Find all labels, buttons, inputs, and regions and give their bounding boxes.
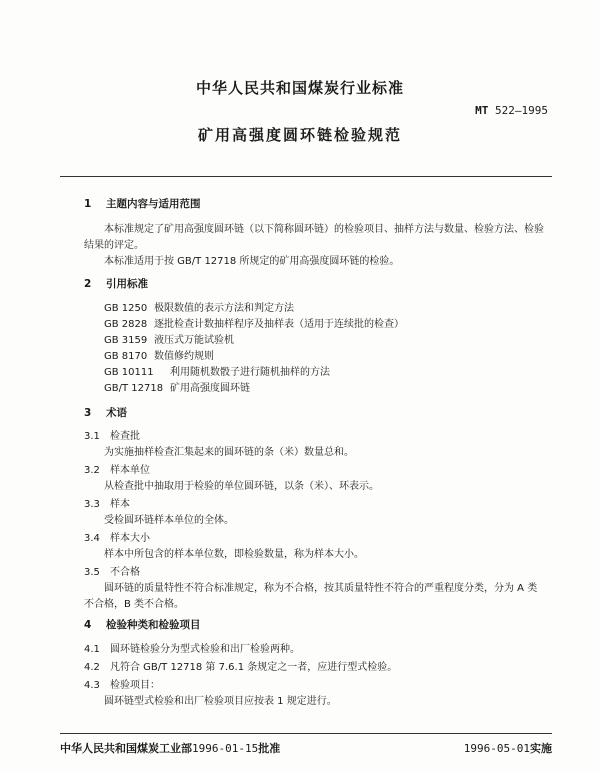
section-number: 1 — [84, 198, 92, 210]
term-heading — [84, 563, 140, 578]
term-number: 3.2 — [84, 465, 100, 476]
reference-code: GB 2828 — [104, 319, 148, 330]
clause-item — [84, 658, 397, 673]
reference-title: 极限数值的表示方法和判定方法 — [154, 303, 294, 314]
reference-item — [104, 315, 404, 330]
reference-title: 利用随机数骰子进行随机抽样的方法 — [170, 367, 330, 378]
clause-text: 圆环链检验分为型式检验和出厂检验两种。 — [110, 644, 300, 655]
term-heading — [84, 495, 130, 510]
approval-org: 中华人民共和国煤炭工业部 — [60, 742, 192, 755]
approval-date: 1996-01-15 — [192, 742, 259, 755]
term-definition: 为实施抽样检查汇集起来的圆环链的条（米）数量总和。 — [104, 447, 354, 458]
clause-number: 4.3 — [84, 680, 100, 691]
clause-4-3-body: 圆环链型式检验和出厂检验项目应按表 1 规定进行。 — [104, 696, 337, 707]
reference-code: GB 8170 — [104, 351, 148, 362]
term-number: 3.3 — [84, 499, 100, 510]
term-name: 样本单位 — [110, 465, 150, 476]
term-definition-continued: 不合格，B 类不合格。 — [84, 599, 185, 610]
clause-text: 检验项目： — [110, 680, 160, 691]
approval-line — [60, 740, 280, 756]
reference-item — [104, 299, 294, 314]
term-name: 样本 — [110, 499, 130, 510]
clause-item — [84, 640, 300, 655]
header-divider — [60, 176, 552, 177]
effective-word: 实施 — [530, 742, 552, 755]
term-name: 不合格 — [110, 567, 140, 578]
clause-number: 4.2 — [84, 662, 100, 673]
term-name: 检查批 — [110, 431, 140, 442]
term-number: 3.4 — [84, 533, 100, 544]
section-1-para-1-line-1: 本标准规定了矿用高强度圆环链（以下简称圆环链）的检验项目、抽样方法与数量、检验方法、检验 — [104, 224, 544, 235]
term-heading — [84, 529, 150, 544]
reference-item — [104, 363, 330, 378]
section-title: 引用标准 — [106, 278, 148, 290]
reference-code: GB 3159 — [104, 335, 148, 346]
standard-number — [475, 104, 548, 117]
org-title: 中华人民共和国煤炭行业标准 — [195, 79, 404, 97]
section-1-heading — [84, 196, 201, 211]
standard-code: 522—1995 — [495, 104, 548, 117]
section-number: 3 — [84, 407, 92, 419]
term-heading — [84, 461, 150, 476]
term-definition: 从检查批中抽取用于检验的单位圆环链，以条（米）、环表示。 — [104, 481, 379, 492]
reference-code: GB 10111 — [104, 367, 154, 378]
reference-title: 数值修约规则 — [154, 351, 214, 362]
section-title: 主题内容与适用范围 — [106, 198, 201, 210]
reference-title: 矿用高强度圆环链 — [170, 383, 250, 394]
reference-title: 液压式万能试验机 — [154, 335, 234, 346]
section-3-heading — [84, 405, 127, 420]
term-number: 3.5 — [84, 567, 100, 578]
term-name: 样本大小 — [110, 533, 150, 544]
reference-item — [104, 347, 214, 362]
clause-text: 凡符合 GB/T 12718 第 7.6.1 条规定之一者，应进行型式检验。 — [110, 662, 398, 673]
section-1-para-2: 本标准适用于按 GB/T 12718 所规定的矿用高强度圆环链的检验。 — [104, 256, 400, 267]
standard-prefix: MT — [475, 104, 489, 117]
term-definition: 受检圆环链样本单位的全体。 — [104, 515, 234, 526]
effective-date: 1996-05-01 — [463, 742, 530, 755]
section-title: 术语 — [106, 407, 127, 419]
term-definition: 圆环链的质量特性不符合标准规定，称为不合格，按其质量特性不符合的严重程度分类，分为 A 类 — [104, 583, 538, 594]
section-4-heading — [84, 617, 201, 632]
term-heading — [84, 427, 140, 442]
clause-number: 4.1 — [84, 644, 100, 655]
approval-word: 批准 — [258, 742, 281, 755]
section-2-heading — [84, 276, 148, 291]
term-number: 3.1 — [84, 431, 100, 442]
document-title: 矿用高强度圆环链检验规范 — [197, 126, 402, 144]
section-1-para-1-line-2: 结果的评定。 — [84, 240, 144, 251]
clause-item — [84, 676, 160, 691]
reference-code: GB/T 12718 — [104, 383, 164, 394]
section-title: 检验种类和检验项目 — [106, 619, 201, 631]
section-number: 2 — [84, 278, 92, 290]
footer-divider — [60, 733, 552, 734]
section-number: 4 — [84, 619, 92, 631]
term-definition: 样本中所包含的样本单位数，即检验数量，称为样本大小。 — [104, 549, 364, 560]
effective-line — [464, 740, 552, 756]
reference-item — [104, 331, 234, 346]
reference-code: GB 1250 — [104, 303, 148, 314]
reference-item — [104, 379, 250, 394]
reference-title: 逐批检查计数抽样程序及抽样表（适用于连续批的检查） — [154, 319, 404, 330]
